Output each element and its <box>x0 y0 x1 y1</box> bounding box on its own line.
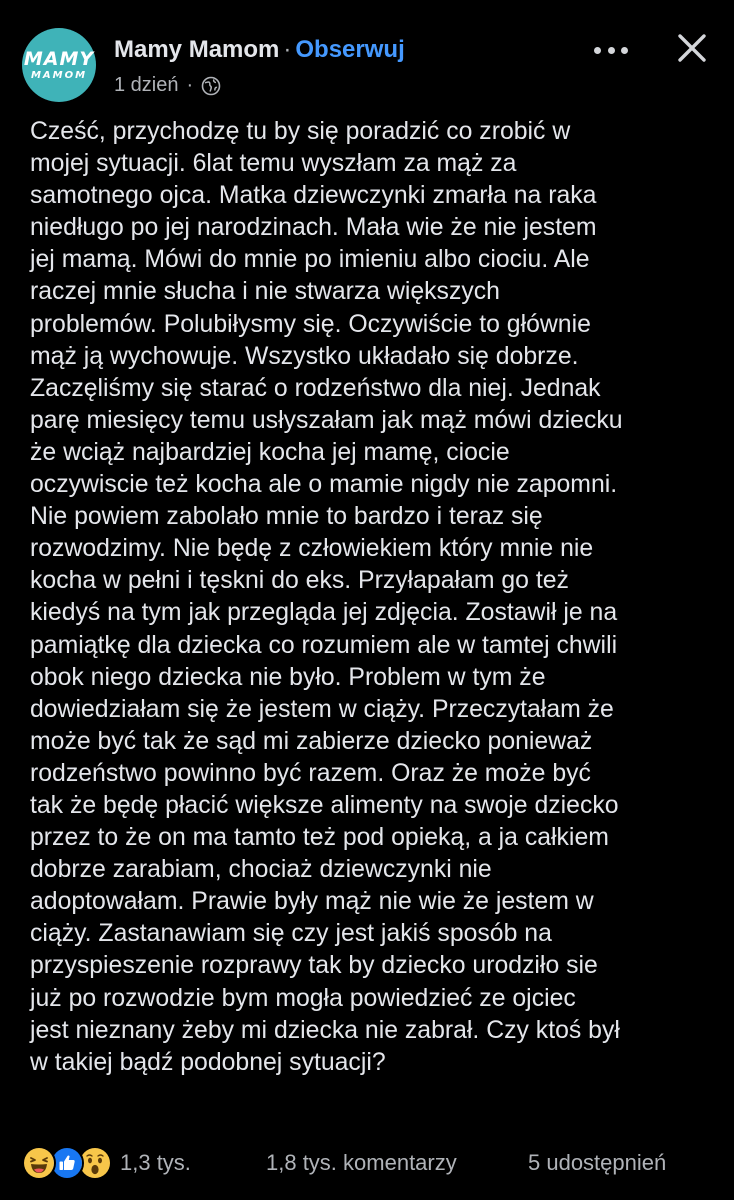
post-text-line: samotnego ojca. Matka dziewczynki zmarła na raka <box>30 182 597 210</box>
post-text-line: ciąży. Zastanawiam się czy jest jakiś sposób na <box>30 920 552 948</box>
post-text-line: oczywiscie też kocha ale o mamie nigdy nie zapomni. <box>30 471 618 499</box>
more-dot <box>594 47 601 54</box>
post-text-line: pamiątkę dla dziecka co rozumiem ale w tamtej chwili <box>30 631 618 659</box>
post-text-line: może być tak że sąd mi zabierze dziecko ponieważ <box>30 727 593 755</box>
post-text-line: Zaczęliśmy się starać o rodzeństwo dla niej. Jednak <box>30 374 601 402</box>
post-text-line: parę miesięcy temu usłyszałam jak mąż mówi dziecku <box>30 406 623 434</box>
post-text-line: jej mamą. Mówi do mnie po imieniu albo ciociu. Ale <box>30 246 590 274</box>
post-text-line: już po rozwodzie bym mogła powiedzieć ze ojciec <box>30 984 576 1012</box>
page-avatar[interactable] <box>22 28 96 102</box>
more-dot <box>608 47 615 54</box>
post-text-line: tak że będę płacić większe alimenty na swoje dziecko <box>30 791 619 819</box>
post-text-line: Cześć, przychodzę tu by się poradzić co zrobić w <box>30 118 571 145</box>
page-name[interactable]: Mamy Mamom <box>114 36 280 63</box>
reaction-icons[interactable] <box>22 1146 112 1180</box>
more-options-icon[interactable] <box>594 40 628 60</box>
post-text-line: obok niego dziecka nie było. Problem w tym że <box>30 663 546 691</box>
post-text-line: przyspieszenie rozprawy tak by dziecko urodziło sie <box>30 952 598 980</box>
avatar-logo-bottom: MAMOM <box>30 69 88 81</box>
post-meta <box>114 74 221 97</box>
post-text-line: rodzeństwo powinno być razem. Oraz że może być <box>30 759 591 787</box>
post-text-line: kiedyś na tym jak przegląda jej zdjęcia. Zostawił je na <box>30 599 618 627</box>
post-text-line: przez to że on ma tamto też pod opieką, a ja całkiem <box>30 824 609 852</box>
post-footer <box>0 1142 734 1186</box>
post-text-line: Nie powiem zabolało mnie to bardzo i teraz się <box>30 503 543 531</box>
post-text-line: że wciąż najbardziej kocha jej mamę, ciocie <box>30 438 510 466</box>
follow-button[interactable]: Obserwuj <box>295 36 405 63</box>
post-text-line: jest nieznany żeby mi dziecka nie zabrał. Czy ktoś był <box>30 1016 620 1044</box>
post-text-line: adoptowałam. Prawie były mąż nie wie że jestem w <box>30 888 594 916</box>
post-text-line: mojej sytuacji. 6lat temu wyszłam za mąż za <box>30 150 517 178</box>
close-icon[interactable] <box>672 28 712 68</box>
post-text-line: niedługo po jej narodzinach. Mała wie że nie jestem <box>30 214 597 242</box>
meta-separator: · <box>186 74 194 96</box>
comments-count[interactable]: 1,8 tys. komentarzy <box>266 1150 457 1175</box>
haha-reaction-icon <box>22 1146 56 1180</box>
post-text-line: problemów. Polubiłysmy się. Oczywiście to głównie <box>30 310 591 338</box>
shares-count[interactable]: 5 udostępnień <box>528 1150 667 1175</box>
title-row <box>114 36 405 64</box>
post-text-line: rozwodzimy. Nie będę z człowiekiem który mnie nie <box>30 535 594 563</box>
post-text-line: raczej mnie słucha i nie stwarza większych <box>30 278 500 306</box>
reaction-count[interactable]: 1,3 tys. <box>120 1150 191 1175</box>
title-separator: · <box>283 36 292 63</box>
post-text-line: dowiedziałam się że jestem w ciąży. Przeczytałam że <box>30 695 614 723</box>
post-time[interactable]: 1 dzień <box>114 74 179 96</box>
post-text <box>30 116 720 1079</box>
avatar-logo-top: MAMY <box>23 47 95 70</box>
more-dot <box>621 47 628 54</box>
post-text-line: mąż ją wychowuje. Wszystko układało się dobrze. <box>30 342 579 370</box>
post-text-line: dobrze zarabiam, chociaż dziewczynki nie <box>30 856 492 884</box>
globe-icon[interactable] <box>201 76 221 96</box>
post-header <box>0 0 734 110</box>
post-text-line: kocha w pełni i tęskni do eks. Przyłapałam go też <box>30 567 569 595</box>
post-text-line: w takiej bądź podobnej sytuacji? <box>30 1048 386 1076</box>
